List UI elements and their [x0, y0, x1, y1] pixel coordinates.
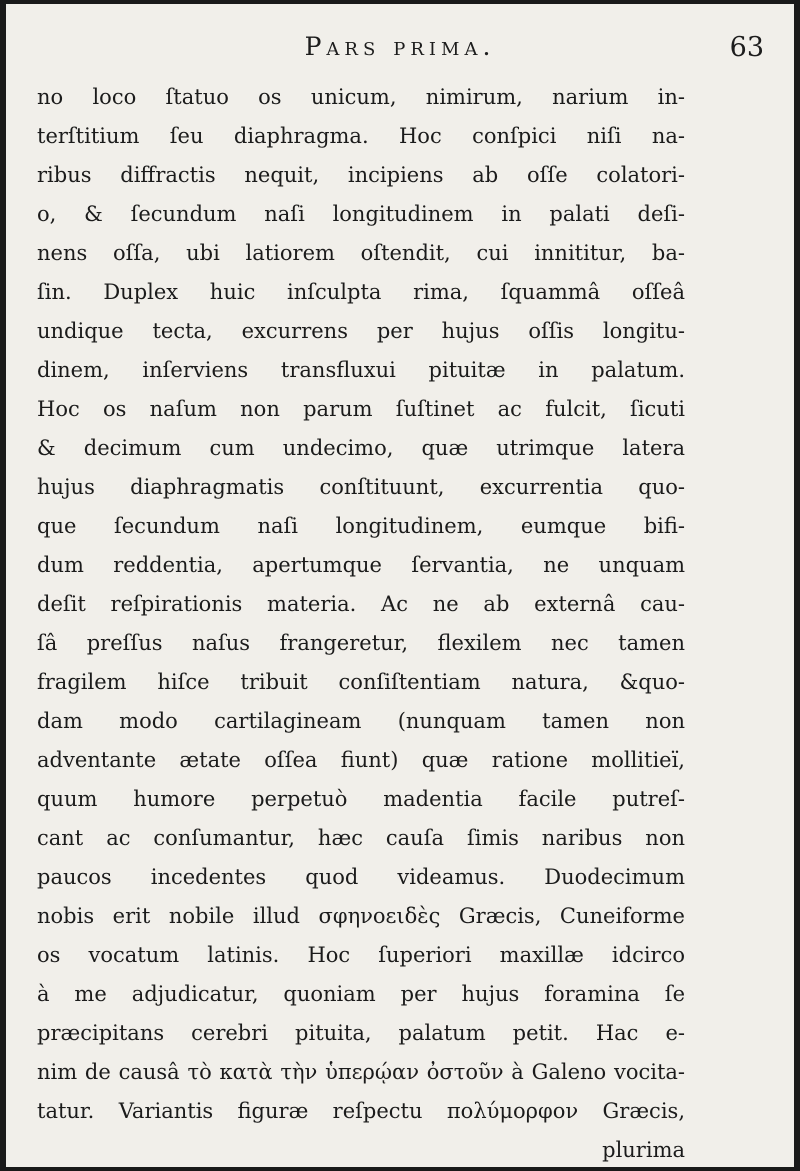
text-line: fragilem hiſce tribuit conſiſtentiam natura, &quo-: [37, 670, 685, 694]
text-line: que ſecundum naſi longitudinem, eumque bifi-: [37, 514, 685, 538]
running-head: Pars prima.: [304, 32, 496, 61]
text-line: quum humore perpetuò madentia facile putreſ-: [37, 787, 685, 811]
text-line: os vocatum latinis. Hoc ſuperiori maxillæ idcirco: [37, 943, 685, 967]
text-line: tatur. Variantis figuræ reſpectu πολύμορφον Græcis,: [37, 1099, 685, 1123]
text-line: nim de causâ τὸ κατὰ τὴν ὑπερῴαν ὀστοῦν à Galeno vocita-: [37, 1060, 685, 1084]
text-line: hujus diaphragmatis conſtituunt, excurrentia quo-: [37, 475, 685, 499]
text-line: & decimum cum undecimo, quæ utrimque latera: [37, 436, 685, 460]
text-line: cant ac conſumantur, hæc cauſa ſimis naribus non: [37, 826, 685, 850]
text-line: dum reddentia, apertumque ſervantia, ne unquam: [37, 553, 685, 577]
text-line: dinem, inſerviens transfluxui pituitæ in palatum.: [37, 358, 685, 382]
text-line: o, & ſecundum naſi longitudinem in palati deſi-: [37, 202, 685, 226]
catchword: plurima: [602, 1138, 685, 1162]
text-block: [37, 78, 685, 1167]
text-line: paucos incedentes quod videamus. Duodecimum: [37, 865, 685, 889]
text-line: dam modo cartilagineam (nunquam tamen non: [37, 709, 685, 733]
text-line: terſtitium ſeu diaphragma. Hoc conſpici niſi na-: [37, 124, 685, 148]
text-line: nens oſſa, ubi latiorem oſtendit, cui innititur, ba-: [37, 241, 685, 265]
text-line: adventante ætate oſſea fiunt) quæ ratione mollitieï,: [37, 748, 685, 772]
text-line: præcipitans cerebri pituita, palatum petit. Hac e-: [37, 1021, 685, 1045]
text-line: ſâ preſſus naſus frangeretur, flexilem nec tamen: [37, 631, 685, 655]
page-header: [36, 32, 764, 72]
text-line: undique tecta, excurrens per hujus oſſis longitu-: [37, 319, 685, 343]
text-line: à me adjudicatur, quoniam per hujus foramina ſe: [37, 982, 685, 1006]
book-page: [6, 4, 794, 1167]
text-line: ribus diffractis nequit, incipiens ab oſſe colatori-: [37, 163, 685, 187]
page-number: 63: [729, 32, 764, 63]
text-line: deſit reſpirationis materia. Ac ne ab externâ cau-: [37, 592, 685, 616]
text-line: ſin. Duplex huic inſculpta rima, ſquammâ oſſeâ: [37, 280, 685, 304]
text-line: nobis erit nobile illud σφηνοειδὲς Græcis, Cuneiforme: [37, 904, 685, 928]
text-line: no loco ſtatuo os unicum, nimirum, narium in-: [37, 85, 685, 109]
text-line: Hoc os naſum non parum ſuſtinet ac fulcit, ſicuti: [37, 397, 685, 421]
